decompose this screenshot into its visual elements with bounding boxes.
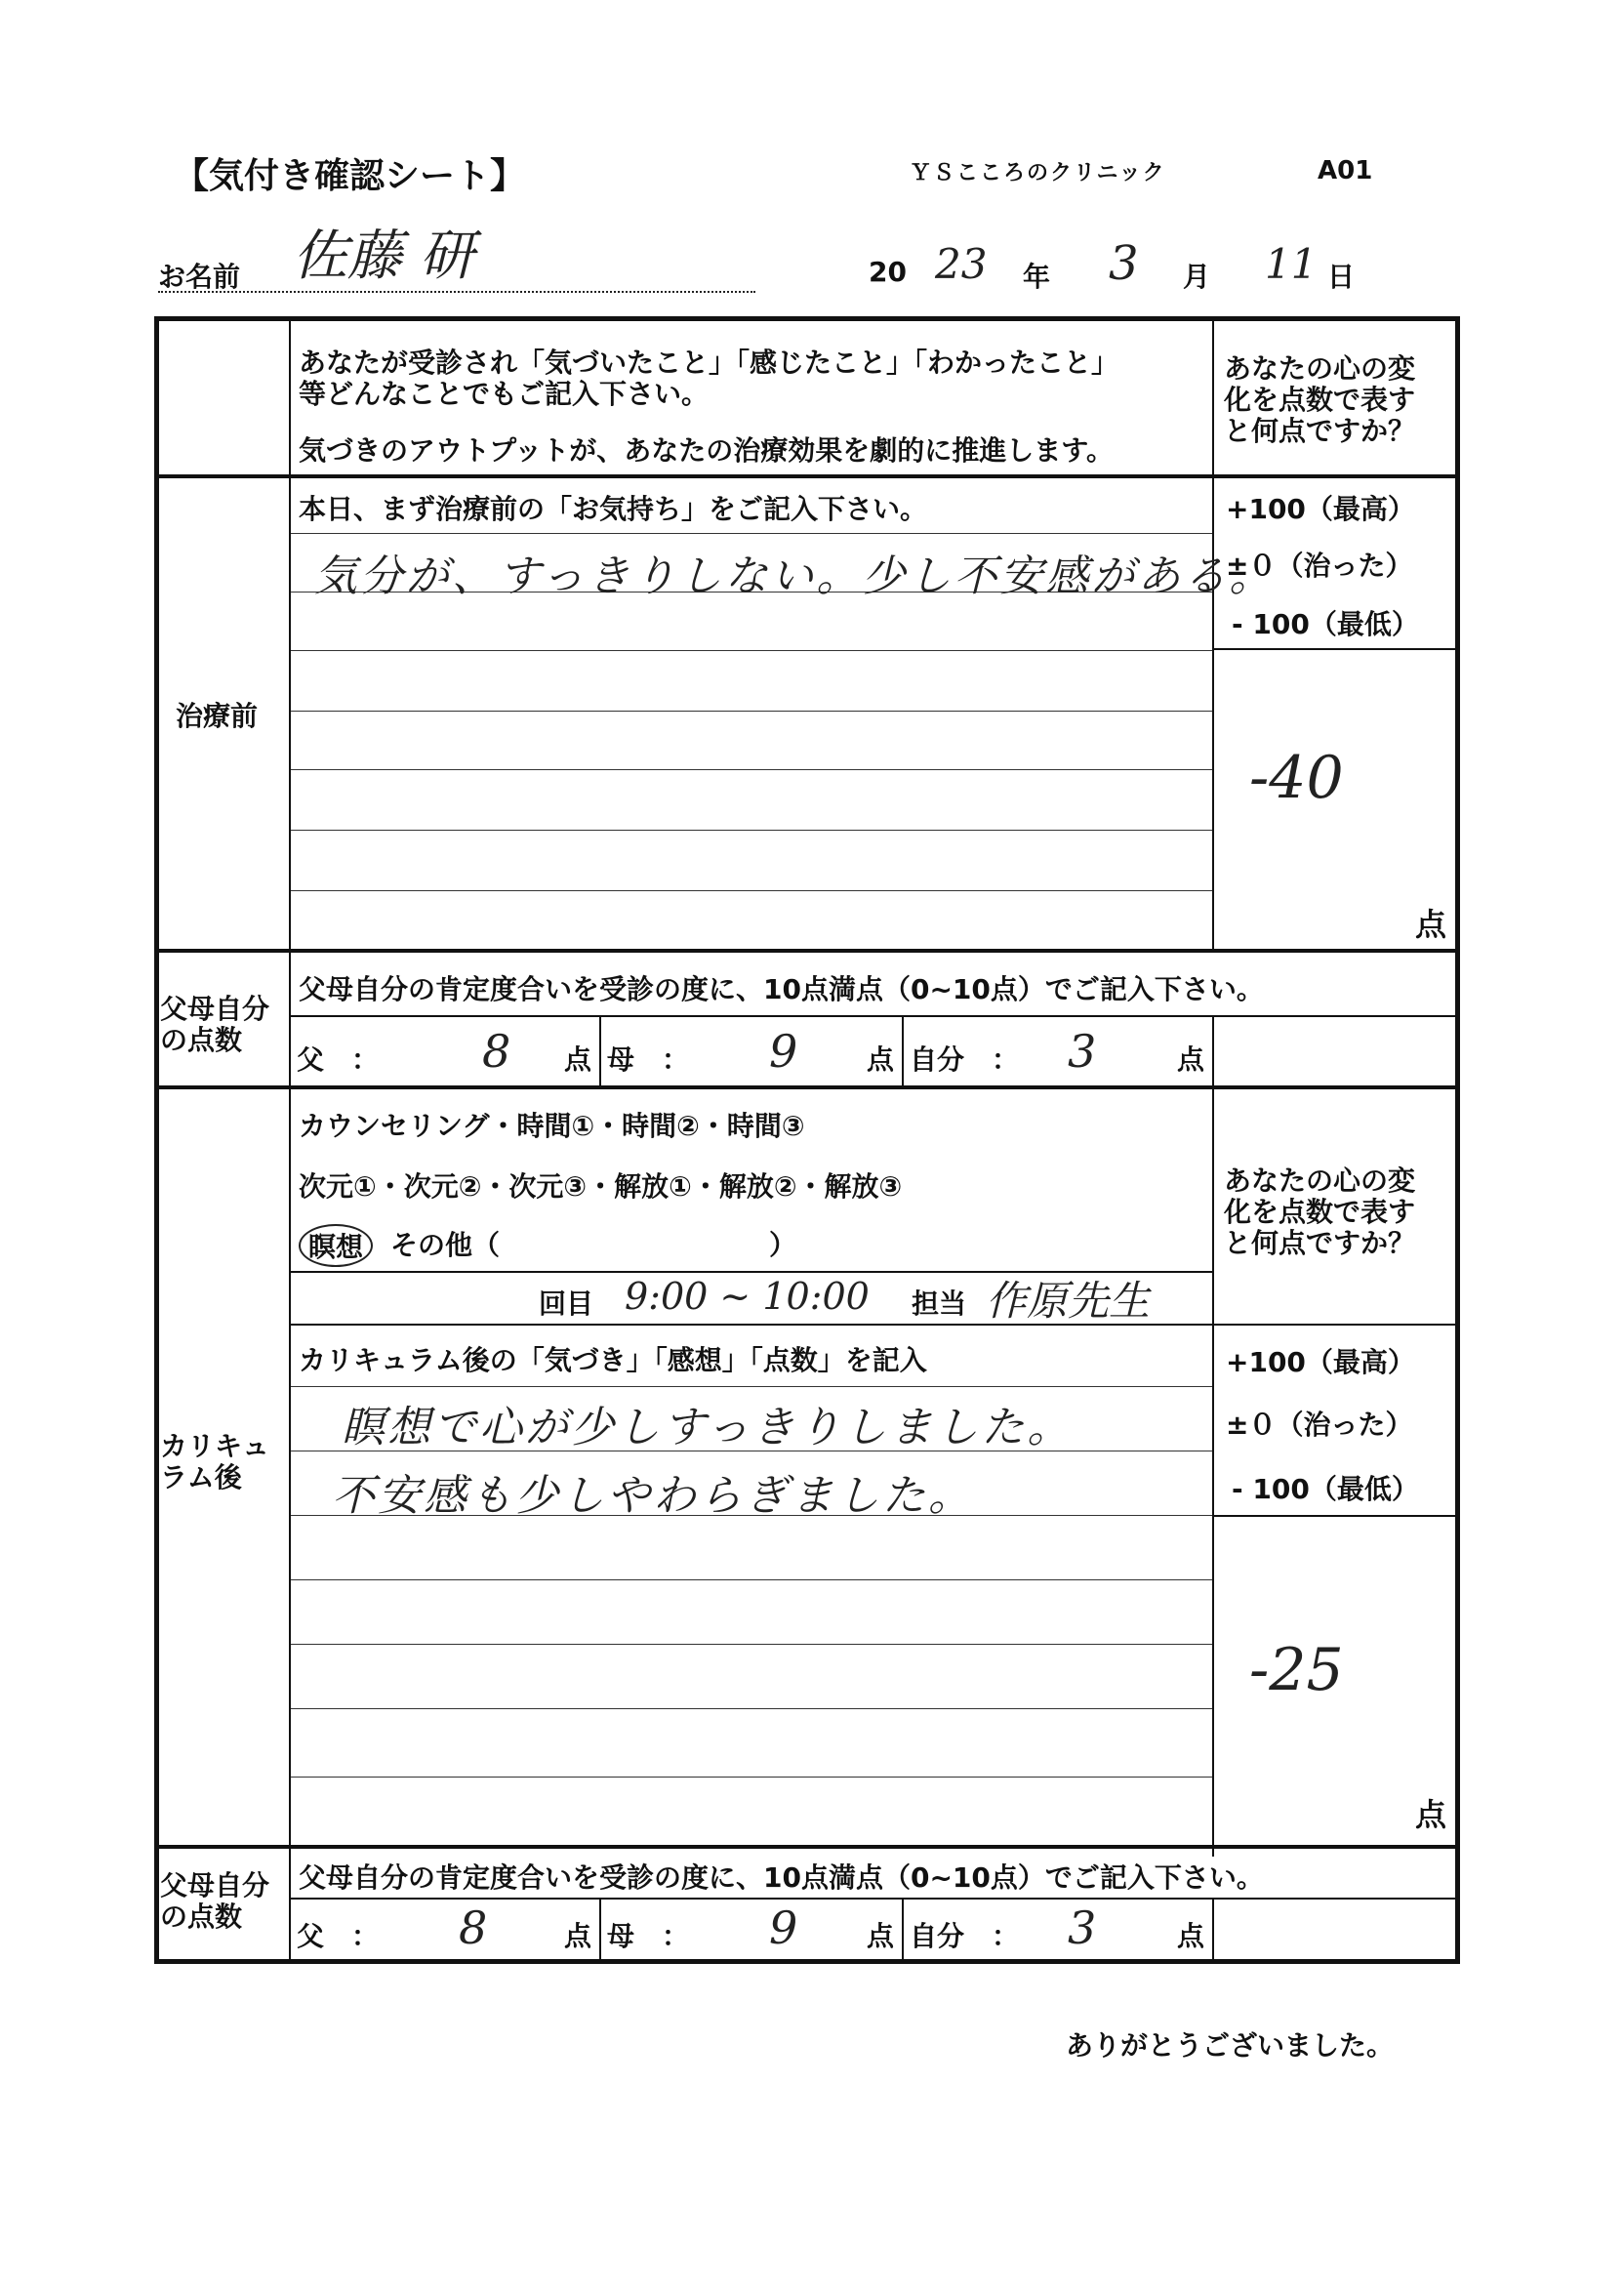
parents2-father-label: 父 ： (297, 1920, 380, 1952)
parents1-label-2: の点数 (160, 1024, 243, 1056)
option-other: その他（ (390, 1229, 501, 1261)
parents2-label-2: の点数 (160, 1901, 243, 1933)
score-question-2b: 化を点数で表す (1224, 1196, 1416, 1228)
parents1-self-value[interactable]: 3 (1068, 1025, 1097, 1078)
parents1-father-unit: 点 (564, 1043, 592, 1076)
before-score-value[interactable]: -40 (1249, 744, 1344, 812)
label-column-divider (289, 318, 291, 1962)
curriculum-prompt: カリキュラム後の「気づき」「感想」「点数」を記入 (299, 1344, 927, 1376)
write-line (291, 890, 1212, 891)
write-line (291, 1777, 1212, 1778)
staff-label: 担当 (912, 1288, 967, 1320)
clinic-name: ＹＳこころのクリニック (910, 161, 1166, 185)
row-divider-curriculum (154, 1845, 1460, 1849)
score-question-1b: あなたの心の変 (1224, 1165, 1416, 1197)
write-line (291, 830, 1212, 831)
parents2-self-label: 自分 ： (910, 1920, 1020, 1952)
score-column-divider-1 (1212, 318, 1214, 949)
option-other-close: ） (769, 1229, 797, 1261)
sheet-title: 【気付き確認シート】 (174, 156, 526, 196)
scale-divider-1 (1212, 648, 1460, 650)
parent-cell-divider-1c (1212, 1015, 1214, 1087)
thanks-message: ありがとうございました。 (1066, 2029, 1395, 2062)
parents1-label-1: 父母自分 (160, 993, 270, 1025)
parents1-mother-label: 母 ： (607, 1043, 690, 1076)
scale-mid: ±０（治った） (1226, 550, 1413, 582)
curriculum-score-value[interactable]: -25 (1249, 1636, 1344, 1704)
parents2-mother-unit: 点 (867, 1920, 895, 1952)
staff-value[interactable]: 作原先生 (986, 1277, 1151, 1325)
session-row-bottom (289, 1324, 1460, 1326)
before-prompt: 本日、まず治療前の「お気持ち」をご記入下さい。 (299, 493, 928, 525)
before-answer[interactable]: 気分が、すっきりしない。少し不安感がある。 (314, 552, 1276, 601)
intro-line-1: あなたが受診され「気づいたこと」「感じたこと」「わかったこと」 (299, 347, 1119, 379)
intro-line-3: 気づきのアウトプットが、あなたの治療効果を劇的に推進します。 (299, 434, 1114, 467)
parent-row-divider-2 (289, 1898, 1460, 1900)
name-value: 佐藤 研 (293, 225, 474, 288)
name-label: お名前 (158, 261, 241, 293)
scale-top-2: +100（最高） (1226, 1346, 1415, 1378)
parents1-mother-unit: 点 (867, 1043, 895, 1076)
month-value: 3 (1109, 236, 1139, 291)
parent-cell-divider-2c (1212, 1898, 1214, 1964)
parents1-father-label: 父 ： (297, 1043, 380, 1076)
score-question-3b: と何点ですか？ (1224, 1227, 1416, 1259)
score-question-3: と何点ですか？ (1224, 415, 1416, 447)
parents2-prompt: 父母自分の肯定度合いを受診の度に、10点満点（0~10点）でご記入下さい。 (299, 1861, 1264, 1894)
parents1-prompt: 父母自分の肯定度合いを受診の度に、10点満点（0~10点）でご記入下さい。 (299, 973, 1264, 1005)
write-line (291, 650, 1212, 651)
write-line (291, 711, 1212, 712)
curriculum-label-1: カリキュ (160, 1430, 270, 1462)
score-column-divider-2 (1212, 1085, 1214, 1857)
curriculum-answer-2[interactable]: 不安感も少しやわらぎました。 (332, 1471, 974, 1521)
write-line (291, 1386, 1212, 1387)
day-value: 11 (1265, 240, 1318, 288)
section-label-before: 治療前 (176, 700, 259, 732)
curriculum-options-2: 次元①・次元②・次元③・解放①・解放②・解放③ (299, 1170, 903, 1203)
write-line (291, 1708, 1212, 1709)
parents1-self-label: 自分 ： (910, 1043, 1020, 1076)
parents2-father-unit: 点 (564, 1920, 592, 1952)
intro-line-2: 等どんなことでもご記入下さい。 (299, 378, 710, 410)
parent-cell-divider-2a (599, 1898, 601, 1964)
curriculum-label-2: ラム後 (160, 1461, 242, 1493)
row-divider-intro (154, 474, 1460, 478)
curriculum-options-1: カウンセリング・時間①・時間②・時間③ (299, 1110, 805, 1142)
year-label: 年 (1023, 261, 1051, 293)
year-value: 23 (935, 240, 988, 288)
option-meditation-selected[interactable]: 瞑想 (299, 1224, 373, 1267)
month-label: 月 (1183, 261, 1211, 293)
parents2-mother-value[interactable]: 9 (769, 1901, 798, 1954)
parent-cell-divider-2b (902, 1898, 904, 1964)
write-line (291, 1579, 1212, 1580)
parents2-father-value[interactable]: 8 (459, 1901, 488, 1954)
curriculum-score-unit: 点 (1415, 1796, 1447, 1833)
session-time[interactable]: 9:00 ~ 10:00 (625, 1275, 870, 1318)
score-question-1: あなたの心の変 (1224, 352, 1416, 385)
parent-cell-divider-1b (902, 1015, 904, 1087)
row-divider-parents1 (154, 1085, 1460, 1089)
day-label: 日 (1327, 261, 1356, 293)
write-line (291, 769, 1212, 770)
parents2-label-1: 父母自分 (160, 1869, 270, 1901)
scale-bottom: - 100（最低） (1232, 608, 1419, 640)
parents2-self-unit: 点 (1177, 1920, 1205, 1952)
parents2-mother-label: 母 ： (607, 1920, 690, 1952)
form-code: A01 (1318, 156, 1373, 185)
parents2-self-value[interactable]: 3 (1068, 1901, 1097, 1954)
parents1-mother-value[interactable]: 9 (769, 1025, 798, 1078)
score-question-2: 化を点数で表す (1224, 384, 1416, 416)
scale-mid-2: ±０（治った） (1226, 1409, 1413, 1441)
parent-row-divider-1 (289, 1015, 1460, 1017)
scale-top: +100（最高） (1226, 493, 1415, 525)
write-line (291, 533, 1212, 534)
write-line (291, 1644, 1212, 1645)
parent-cell-divider-1a (599, 1015, 601, 1087)
parents1-self-unit: 点 (1177, 1043, 1205, 1076)
parents1-father-value[interactable]: 8 (482, 1025, 511, 1078)
scale-bottom-2: - 100（最低） (1232, 1473, 1419, 1505)
scale-divider-2 (1212, 1515, 1460, 1517)
session-label: 回目 (539, 1288, 594, 1320)
year-prefix: 20 (869, 256, 907, 288)
row-divider-before (154, 949, 1460, 953)
before-score-unit: 点 (1415, 906, 1447, 943)
curriculum-answer-1[interactable]: 瞑想で心が少しすっきりしました。 (342, 1403, 1074, 1452)
